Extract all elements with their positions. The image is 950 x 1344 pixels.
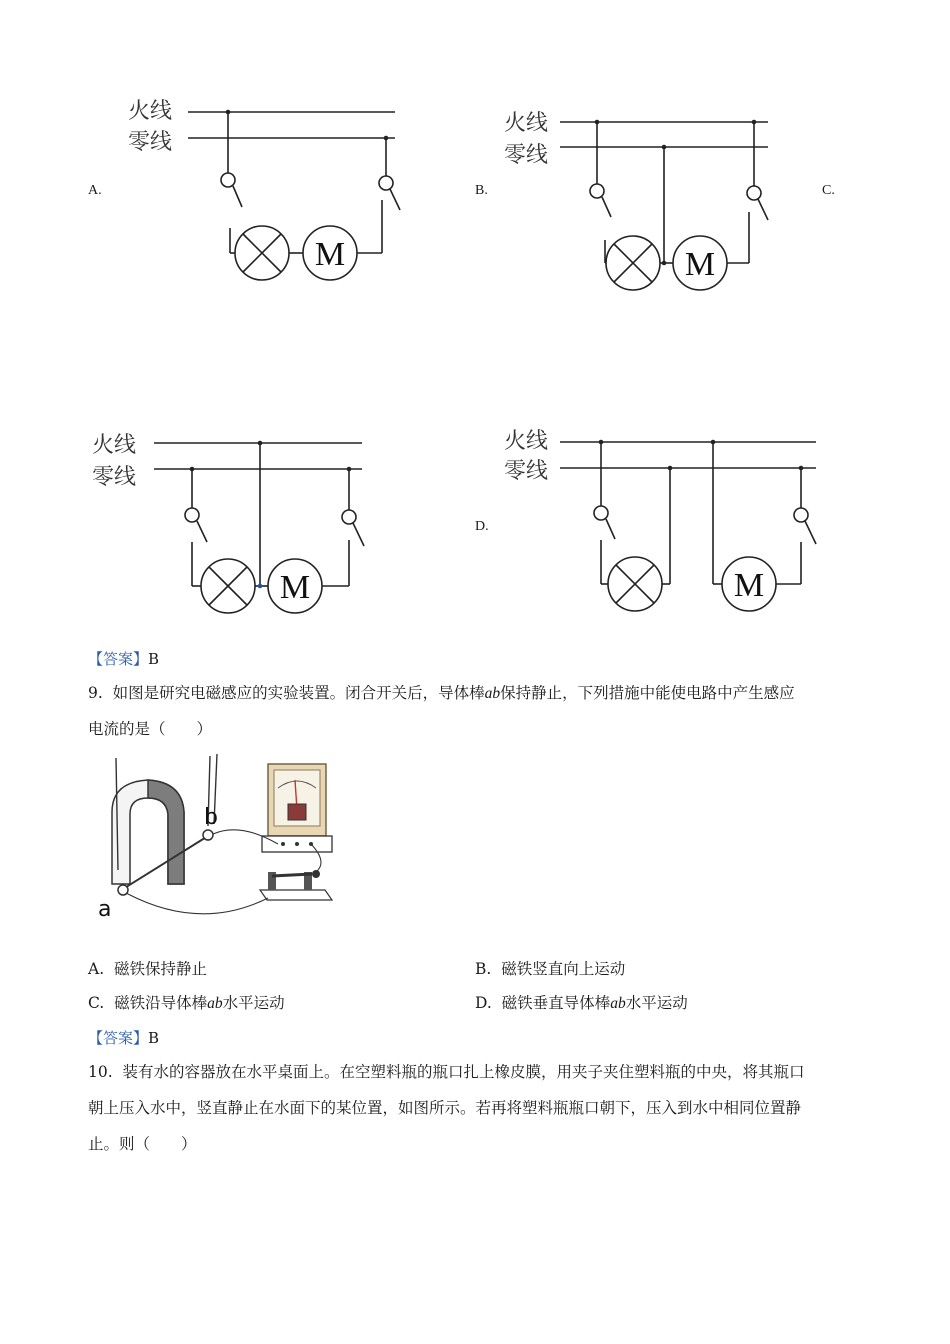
option-letter: D. bbox=[475, 994, 492, 1012]
answer-word: 答案 bbox=[103, 1029, 134, 1047]
answer-bracket-close: 】 bbox=[133, 650, 149, 668]
neutral-wire-label: 零线 bbox=[128, 130, 173, 155]
question-10-line1 bbox=[88, 1060, 805, 1084]
answer-value: B bbox=[148, 1029, 160, 1047]
option-text: 磁铁竖直向上运动 bbox=[501, 960, 626, 978]
question-stem-cont: 保持静止，下列措施中能使电路中产生感应 bbox=[500, 684, 795, 702]
question-10-line3: 止。则（ ） bbox=[88, 1135, 197, 1153]
question-9-line1 bbox=[88, 681, 795, 706]
live-wire-label: 火线 bbox=[504, 429, 549, 454]
switch-lamp bbox=[221, 173, 235, 187]
circuit-diagram-b bbox=[498, 100, 788, 300]
label-b: b bbox=[204, 805, 218, 830]
option-text: 磁铁保持静止 bbox=[113, 960, 207, 978]
neutral-wire-label: 零线 bbox=[504, 143, 549, 168]
option-text-cont: 水平运动 bbox=[625, 994, 688, 1012]
induction-apparatus-figure bbox=[90, 752, 350, 927]
variable-ab: ab bbox=[610, 995, 626, 1012]
option-d-label: D. bbox=[475, 519, 489, 534]
question-number: 10. bbox=[88, 1063, 113, 1081]
answer-9 bbox=[88, 1027, 159, 1048]
question-stem: 如图是研究电磁感应的实验装置。闭合开关后，导体棒 bbox=[112, 684, 485, 702]
q9-option-a[interactable] bbox=[88, 957, 207, 981]
question-number: 9. bbox=[88, 684, 103, 702]
option-text: 磁铁沿导体棒 bbox=[114, 994, 208, 1012]
option-text: 磁铁垂直导体棒 bbox=[501, 994, 611, 1012]
option-b-label: B. bbox=[475, 183, 488, 198]
question-9-line2: 电流的是（ ） bbox=[88, 720, 213, 738]
switch-lamp bbox=[594, 506, 608, 520]
option-a-label: A. bbox=[88, 183, 102, 198]
live-wire-label: 火线 bbox=[504, 111, 549, 136]
answer-value: B bbox=[148, 650, 160, 668]
answer-bracket-open: 【 bbox=[88, 650, 104, 668]
option-c-label: C. bbox=[822, 183, 835, 198]
switch-motor bbox=[794, 508, 808, 522]
answer-bracket-close: 】 bbox=[133, 1029, 149, 1047]
switch-lamp bbox=[590, 184, 604, 198]
circuit-diagram-c bbox=[86, 422, 386, 622]
switch-motor bbox=[342, 510, 356, 524]
option-letter: C. bbox=[88, 994, 105, 1012]
question-stem: 装有水的容器放在水平桌面上。在空塑料瓶的瓶口扎上橡皮膜，用夹子夹住塑料瓶的中央，将其瓶口 bbox=[122, 1063, 805, 1081]
question-10-line2: 朝上压入水中，竖直静止在水面下的某位置，如图所示。若再将塑料瓶瓶口朝下，压入到水中相同位置静 bbox=[88, 1099, 802, 1117]
option-letter: A. bbox=[88, 960, 105, 978]
variable-ab: ab bbox=[484, 685, 501, 702]
switch-lamp bbox=[185, 508, 199, 522]
label-a: a bbox=[98, 897, 112, 922]
motor-symbol: M bbox=[279, 569, 311, 606]
variable-ab: ab bbox=[207, 995, 223, 1012]
galvanometer bbox=[262, 764, 332, 852]
circuit-diagram-d bbox=[498, 418, 828, 618]
switch-motor bbox=[747, 186, 761, 200]
q9-option-d[interactable] bbox=[475, 991, 688, 1016]
live-wire-label: 火线 bbox=[128, 99, 173, 124]
switch-motor bbox=[379, 176, 393, 190]
neutral-wire-label: 零线 bbox=[92, 465, 137, 490]
q9-option-c[interactable] bbox=[88, 991, 285, 1016]
motor-symbol: M bbox=[684, 246, 716, 283]
motor-symbol: M bbox=[733, 567, 765, 604]
motor-symbol: M bbox=[314, 236, 346, 273]
q9-option-b[interactable] bbox=[475, 957, 625, 981]
option-letter: B. bbox=[475, 960, 492, 978]
conductor-rod bbox=[123, 836, 208, 889]
live-wire-label: 火线 bbox=[92, 433, 137, 458]
option-text-cont: 水平运动 bbox=[222, 994, 285, 1012]
answer-bracket-open: 【 bbox=[88, 1029, 104, 1047]
knife-switch bbox=[260, 870, 332, 900]
answer-8 bbox=[88, 648, 159, 669]
circuit-diagram-a bbox=[120, 90, 410, 290]
answer-word: 答案 bbox=[103, 650, 134, 668]
neutral-wire-label: 零线 bbox=[504, 459, 549, 484]
